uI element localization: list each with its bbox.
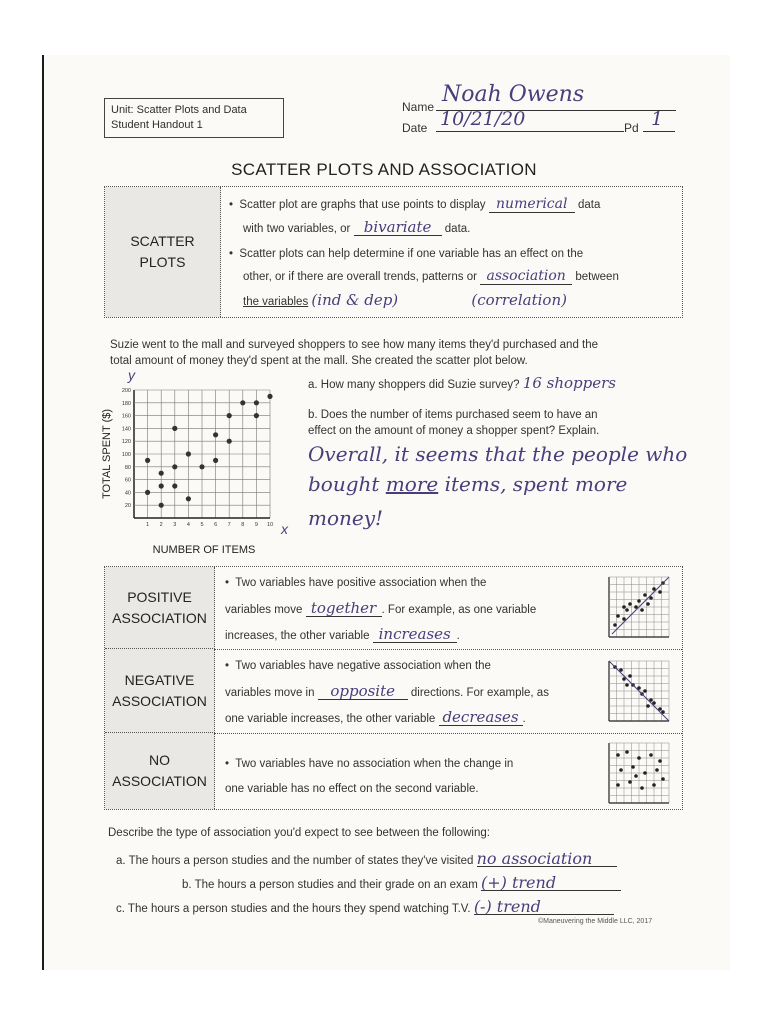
page-title: SCATTER PLOTS AND ASSOCIATION — [231, 160, 537, 179]
y-axis-label: TOTAL SPENT ($) — [101, 408, 113, 500]
unit-box — [104, 98, 284, 138]
name-label: Name — [402, 100, 435, 114]
y-tick-label: 120 — [121, 439, 131, 446]
x-tick-label: 7 — [227, 522, 231, 528]
bullet-mark: • — [225, 577, 230, 589]
answer-emphasis: more — [385, 472, 439, 496]
y-tick-label: 180 — [121, 400, 131, 407]
no-line2: one variable has no effect on the second variable. — [225, 783, 479, 795]
y-tick-label: 80 — [124, 464, 131, 471]
thumb-point — [628, 674, 632, 678]
text: . — [522, 713, 526, 725]
scatter-plots-label — [105, 187, 221, 317]
pd-field[interactable] — [643, 108, 675, 132]
blank-opposite[interactable]: opposite — [318, 684, 408, 700]
x-tick-label: 2 — [159, 522, 163, 528]
thumb-point — [619, 768, 623, 772]
data-point — [145, 490, 150, 495]
text: . — [456, 630, 460, 642]
thumb-point — [652, 783, 656, 787]
x-tick-labels — [146, 522, 273, 528]
thumb-point — [643, 689, 647, 693]
scatter-label-line1: SCATTER — [130, 233, 195, 249]
no-association-label — [105, 733, 215, 809]
data-point — [172, 426, 177, 431]
data-point — [199, 464, 204, 469]
thumb-point — [616, 614, 620, 618]
thumb-point — [649, 753, 653, 757]
x-axis-label: NUMBER OF ITEMS — [152, 544, 256, 556]
data-point — [240, 400, 245, 405]
text: the variables — [243, 296, 309, 308]
data-point — [145, 458, 150, 463]
y-tick-labels — [122, 388, 131, 509]
answer-b-line2[interactable] — [308, 472, 627, 496]
answer-b-line3[interactable]: money! — [308, 506, 384, 530]
label-line: POSITIVE — [127, 588, 192, 605]
data-point — [213, 458, 218, 463]
text: between — [575, 271, 619, 283]
text: Scatter plot are graphs that use points to display — [239, 199, 486, 211]
label-line: ASSOCIATION — [112, 773, 207, 789]
describe-question-c — [116, 899, 614, 917]
label-line: ASSOCIATION — [112, 609, 207, 626]
x-tick-label: 8 — [241, 522, 245, 528]
data-point — [227, 413, 232, 418]
text: one variable increases, the other variable — [225, 713, 436, 725]
thumb-point — [643, 593, 647, 597]
positive-association-label — [105, 567, 215, 649]
suzie-intro-line2: total amount of money they'd spent at the mall. She created the scatter plot below. — [110, 355, 528, 367]
thumb-point — [640, 608, 644, 612]
thumb-point — [628, 602, 632, 606]
bullet-mark: • — [225, 758, 230, 770]
negative-line1 — [225, 659, 491, 674]
blank-numerical[interactable]: numerical — [489, 197, 575, 213]
text: Two variables have positive association when the — [235, 577, 487, 589]
data-point — [172, 464, 177, 469]
thumb-point — [646, 602, 650, 606]
data-point — [254, 413, 259, 418]
describe-answer-b[interactable]: (+) trend — [481, 875, 621, 891]
text: Two variables have no association when the change in — [235, 758, 514, 770]
date-label: Date — [402, 121, 428, 135]
y-tick-label: 200 — [121, 388, 131, 394]
x-tick-label: 9 — [254, 522, 258, 528]
pd-label: Pd — [624, 121, 639, 135]
plot-grid — [134, 390, 270, 518]
pd-value: 1 — [651, 108, 664, 130]
scatter-bullet-1-line1 — [229, 197, 600, 213]
scatter-definition-box — [104, 186, 683, 318]
trend-line — [612, 577, 669, 634]
label-line: NO — [149, 752, 170, 768]
text: Two variables have negative association when the — [235, 660, 491, 672]
text: directions. For example, as — [410, 687, 549, 699]
thumb-point — [625, 750, 629, 754]
thumb-point — [613, 623, 617, 627]
thumb-point — [658, 759, 662, 763]
label-line: NEGATIVE — [124, 671, 195, 688]
describe-answer-a[interactable]: no association — [477, 851, 617, 867]
suzie-intro-line1: Suzie went to the mall and surveyed shoppers to see how many items they'd purchased and the — [110, 339, 599, 351]
describe-question-b — [182, 875, 621, 893]
negative-association-label — [105, 649, 215, 733]
describe-answer-c[interactable]: (-) trend — [474, 899, 614, 915]
answer-word: bought — [308, 472, 380, 496]
positive-line1 — [225, 576, 486, 591]
association-table — [104, 566, 683, 810]
describe-prompt: Describe the type of association you'd expect to see between the following: — [108, 827, 490, 839]
thumb-point — [631, 765, 635, 769]
thumb-point — [622, 605, 626, 609]
unit-title: Unit: Scatter Plots and Data — [111, 104, 247, 116]
text: variables move — [225, 604, 303, 616]
date-value: 10/21/20 — [440, 108, 526, 130]
answer-b-line1[interactable]: Overall, it seems that the people who — [308, 442, 688, 466]
y-tick-label: 140 — [121, 426, 131, 433]
thumb-point — [628, 780, 632, 784]
text: . For example, as one variable — [381, 604, 537, 616]
question-text: a. The hours a person studies and the number of states they've visited — [116, 855, 474, 867]
text: data — [577, 199, 601, 211]
describe-question-a — [116, 851, 617, 869]
x-tick-label: 1 — [146, 522, 150, 528]
scatter-bullet-2-line3 — [243, 293, 567, 310]
y-tick-label: 40 — [124, 490, 131, 497]
text: Scatter plots can help determine if one variable has an effect on the — [239, 248, 584, 260]
thumb-point — [616, 753, 620, 757]
negative-line2 — [225, 684, 549, 701]
question-text: c. The hours a person studies and the hours they spend watching T.V. — [116, 903, 471, 915]
blank-together[interactable]: together — [306, 601, 382, 617]
thumb-point — [637, 756, 641, 760]
thumb-point — [658, 590, 662, 594]
answer-word: items, spent more — [444, 472, 628, 496]
y-tick-label: 60 — [124, 477, 131, 484]
y-tick-label: 160 — [121, 413, 131, 420]
y-tick-label: 20 — [124, 503, 131, 510]
negative-association-graph — [605, 657, 673, 725]
x-tick-label: 5 — [200, 522, 204, 528]
bullet-mark: • — [229, 199, 234, 211]
question-b-line2: effect on the amount of money a shopper spent? Explain. — [308, 425, 600, 437]
text: increases, the other variable — [225, 630, 370, 642]
data-point — [254, 400, 259, 405]
x-tick-label: 4 — [186, 522, 190, 528]
data-point — [159, 483, 164, 488]
question-text: b. The hours a person studies and their grade on an exam — [182, 879, 478, 891]
data-point — [159, 471, 164, 476]
no-association-graph — [605, 739, 673, 805]
blank-bivariate[interactable]: bivariate — [354, 220, 442, 236]
text: with two variables, or — [243, 223, 351, 235]
scatter-bullet-2-line2 — [243, 269, 619, 285]
text: other, or if there are overall trends, patterns or — [243, 271, 477, 283]
copyright-text: ©Maneuvering the Middle LLC, 2017 — [538, 918, 653, 925]
positive-line2 — [225, 601, 536, 618]
data-point — [159, 503, 164, 508]
thumb-point — [616, 783, 620, 787]
note-correlation: (correlation) — [471, 291, 567, 309]
label-line: ASSOCIATION — [112, 692, 207, 709]
negative-line3 — [225, 710, 526, 727]
data-point — [267, 394, 272, 399]
thumb-point — [625, 683, 629, 687]
positive-line3 — [225, 627, 460, 644]
y-axis-annotation: y — [128, 367, 135, 383]
plot-points — [145, 394, 273, 508]
scatter-bullet-1-line2 — [243, 220, 470, 237]
thumb-point — [661, 777, 665, 781]
question-a — [308, 376, 616, 393]
y-tick-label: 100 — [121, 452, 131, 458]
note-ind-dep: (ind & dep) — [311, 291, 399, 309]
date-field[interactable] — [436, 108, 624, 132]
bullet-mark: • — [229, 248, 234, 260]
answer-a[interactable]: 16 shoppers — [522, 374, 616, 392]
data-point — [227, 439, 232, 444]
text: data. — [444, 223, 471, 235]
x-tick-label: 6 — [214, 522, 218, 528]
scatter-label-line2: PLOTS — [139, 254, 186, 270]
shoppers-scatter-plot — [98, 366, 298, 558]
data-point — [186, 451, 191, 456]
thumb-point — [640, 786, 644, 790]
question-a-text: a. How many shoppers did Suzie survey? — [308, 379, 520, 391]
thumb-point — [637, 599, 641, 603]
thumb-point — [625, 608, 629, 612]
blank-decreases[interactable]: decreases — [439, 710, 523, 726]
blank-increases[interactable]: increases — [373, 627, 457, 643]
bullet-mark: • — [225, 660, 230, 672]
thumb-point — [643, 771, 647, 775]
thumb-point — [634, 774, 638, 778]
text: variables move in — [225, 687, 315, 699]
thumb-point — [655, 768, 659, 772]
x-tick-label: 10 — [266, 522, 274, 528]
blank-association[interactable]: association — [480, 269, 572, 285]
x-axis-annotation: x — [281, 521, 288, 537]
positive-association-graph — [605, 573, 673, 641]
scatter-bullet-2-line1 — [229, 247, 583, 262]
row-divider — [215, 649, 682, 650]
x-tick-label: 3 — [173, 522, 177, 528]
row-divider — [215, 733, 682, 734]
data-point — [213, 432, 218, 437]
no-line1 — [225, 757, 513, 772]
thumb-point — [646, 704, 650, 708]
name-value: Noah Owens — [442, 82, 585, 107]
data-point — [172, 483, 177, 488]
data-point — [186, 496, 191, 501]
question-b-line1: b. Does the number of items purchased seem to have an — [308, 409, 598, 421]
handout-label: Student Handout 1 — [111, 119, 203, 131]
